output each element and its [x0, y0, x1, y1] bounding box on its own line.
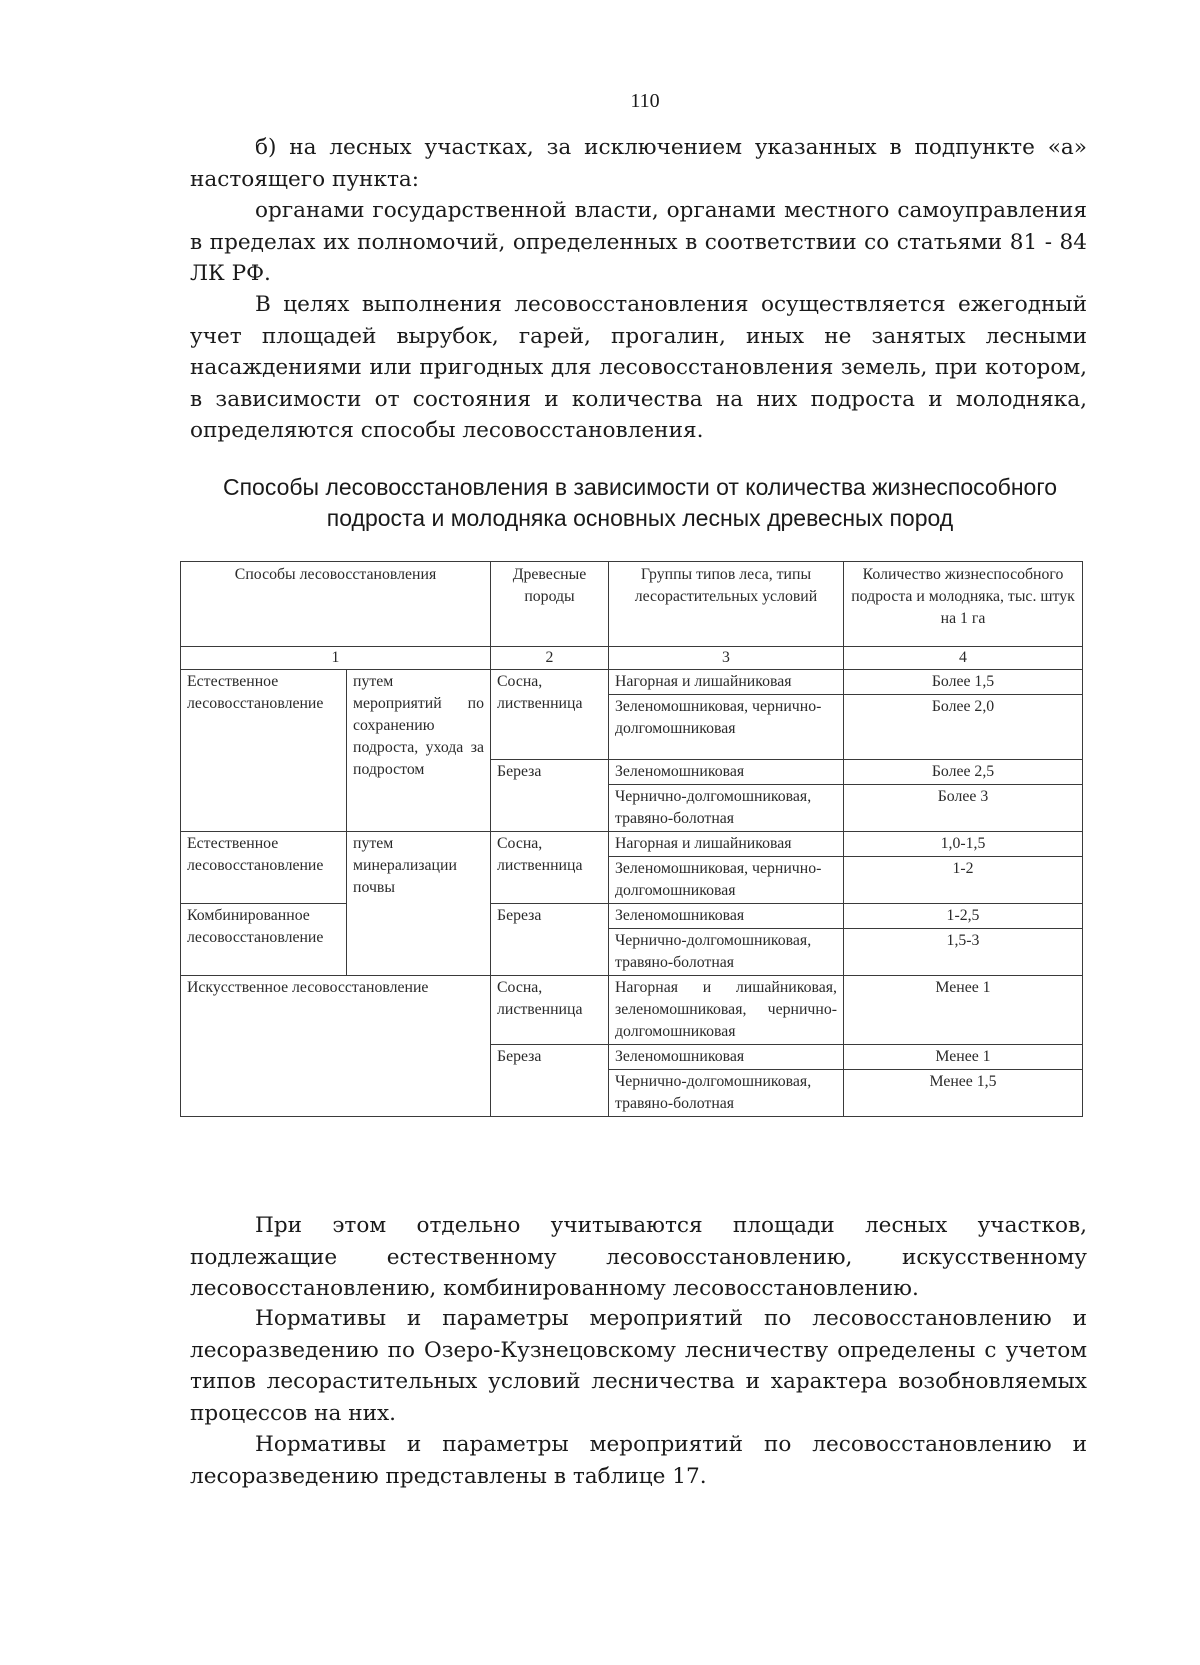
forest-type-cell: Чернично-долгомошниковая, травяно-болотная — [609, 785, 844, 832]
species-birch: Береза — [491, 1045, 609, 1117]
forest-type-cell: Чернично-долгомошниковая, травяно-болотная — [609, 1070, 844, 1117]
forest-type-cell: Зеленомошниковая, чернично-долгомошниковая — [609, 695, 844, 760]
table-header-row — [181, 562, 1083, 647]
table-row — [181, 832, 1083, 857]
quantity-cell: Более 2,5 — [844, 760, 1083, 785]
forest-type-cell: Чернично-долгомошниковая, травяно-болотная — [609, 929, 844, 976]
quantity-cell: Более 3 — [844, 785, 1083, 832]
paragraph-separate-accounting: При этом отдельно учитываются площади лесных участков, подлежащие естественному лесовосстановлению, искусственному лесовосстановлению, комбинированному лесовосстановлению. — [190, 1213, 1087, 1301]
forest-type-cell: Зеленомошниковая, чернично-долгомошниковая — [609, 857, 844, 904]
quantity-cell: Более 2,0 — [844, 695, 1083, 760]
quantity-cell: 1-2,5 — [844, 904, 1083, 929]
quantity-cell: 1,5-3 — [844, 929, 1083, 976]
species-pine-larch: Сосна, лиственница — [491, 976, 609, 1045]
table-row — [181, 976, 1083, 1045]
forest-type-cell: Нагорная и лишайниковая, зеленомошниковая, чернично-долгомошниковая — [609, 976, 844, 1045]
forest-type-cell: Нагорная и лишайниковая — [609, 670, 844, 695]
column-number: 3 — [609, 647, 844, 670]
page-number: 110 — [630, 90, 660, 112]
method-natural-2: Естественное лесовосстановление — [181, 832, 347, 904]
column-number: 2 — [491, 647, 609, 670]
header-species: Древесные породы — [491, 562, 609, 647]
paragraph-subclause-b: б) на лесных участках, за исключением указанных в подпункте «а» настоящего пункта: — [190, 135, 1087, 192]
header-forest-types: Группы типов леса, типы лесорастительных условий — [609, 562, 844, 647]
table-row — [181, 904, 1083, 929]
quantity-cell: Менее 1 — [844, 1045, 1083, 1070]
species-pine-larch: Сосна, лиственница — [491, 832, 609, 904]
method-way-preserve-undergrowth: путем мероприятий по сохранению подроста, ухода за подростом — [347, 670, 491, 832]
species-pine-larch: Сосна, лиственница — [491, 670, 609, 760]
forest-type-cell: Зеленомошниковая — [609, 904, 844, 929]
table-title: Способы лесовосстановления в зависимости от количества жизнеспособного подроста и молодняка основных лесных древесных пород — [222, 474, 1058, 531]
forest-type-cell: Нагорная и лишайниковая — [609, 832, 844, 857]
forest-type-cell: Зеленомошниковая — [609, 760, 844, 785]
quantity-cell: Менее 1 — [844, 976, 1083, 1045]
column-number: 4 — [844, 647, 1083, 670]
quantity-cell: 1,0-1,5 — [844, 832, 1083, 857]
method-way-soil-mineralization: путем минерализации почвы — [347, 832, 491, 976]
table-row — [181, 670, 1083, 695]
species-birch: Береза — [491, 760, 609, 832]
method-combined: Комбинированное лесовосстановление — [181, 904, 347, 976]
paragraph-norms-table-17: Нормативы и параметры мероприятий по лесовосстановлению и лесоразведению представлены в таблице 17. — [190, 1432, 1087, 1489]
forest-type-cell: Зеленомошниковая — [609, 1045, 844, 1070]
paragraph-norms-ozero-kuznetsovsky: Нормативы и параметры мероприятий по лесовосстановлению и лесоразведению по Озеро-Кузнецовскому лесничеству определены с учетом типов лесорастительных условий лесничества и характера возобновляемых процессов на них. — [190, 1306, 1087, 1426]
quantity-cell: 1-2 — [844, 857, 1083, 904]
paragraph-authorities: органами государственной власти, органами местного самоуправления в пределах их полномочий, определенных в соответствии со статьями 81 - 84 ЛК РФ. — [190, 198, 1087, 286]
species-birch: Береза — [491, 904, 609, 976]
quantity-cell: Менее 1,5 — [844, 1070, 1083, 1117]
paragraph-annual-accounting: В целях выполнения лесовосстановления осуществляется ежегодный учет площадей вырубок, гарей, прогалин, иных не занятых лесными насаждениями или пригодных для лесовосстановления земель, при котором, в зависимости от состояния и количества на них подроста и молодняка, определяются способы лесовосстановления. — [190, 292, 1087, 443]
column-number-row — [181, 647, 1083, 670]
reforestation-methods-table — [180, 561, 1083, 1117]
method-artificial: Искусственное лесовосстановление — [181, 976, 491, 1117]
column-number: 1 — [181, 647, 491, 670]
method-natural: Естественное лесовосстановление — [181, 670, 347, 832]
header-quantity: Количество жизнеспособного подроста и молодняка, тыс. штук на 1 га — [844, 562, 1083, 647]
quantity-cell: Более 1,5 — [844, 670, 1083, 695]
header-methods: Способы лесовосстановления — [181, 562, 491, 647]
